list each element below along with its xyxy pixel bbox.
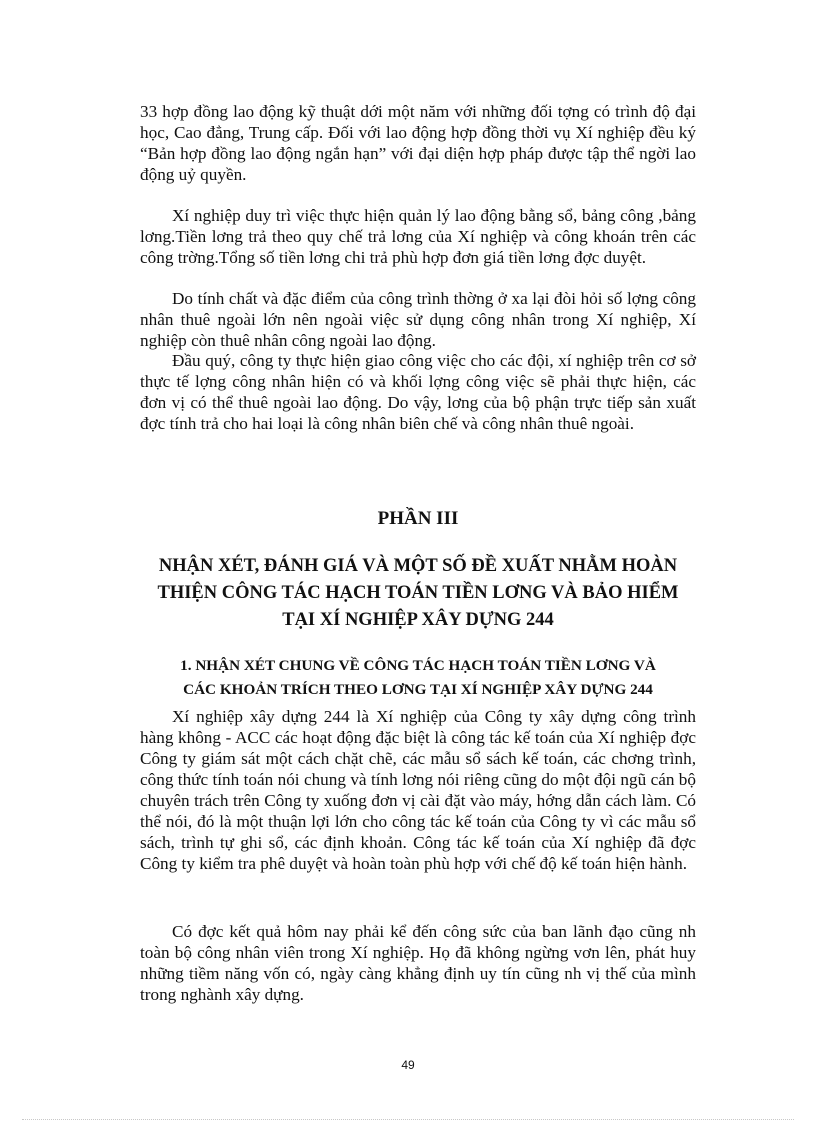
footer-divider xyxy=(22,1119,794,1120)
page-number: 49 xyxy=(401,1058,415,1072)
section-heading-line-2: THIỆN CÔNG TÁC HẠCH TOÁN TIỀN LƠNG VÀ BẢO HIỂM xyxy=(157,583,679,603)
subsection-heading-line-2: CÁC KHOẢN TRÍCH THEO LƠNG TẠI XÍ NGHIỆP XÂY DỰNG 244 xyxy=(183,681,653,698)
paragraph-5: Xí nghiệp xây dựng 244 là Xí nghiệp của Công ty xây dựng công trình hàng không - ACC các hoạt động đặc biệt là công tác kế toán của Xí nghiệp đợc Công ty giám sát một cách chặt chẽ, các mẫu sổ sách kế toán, các chơng trình, công thức tính toán nói chung và tính lơng nói riêng cũng do một đội ngũ cán bộ chuyên trách trên Công ty xuống đơn vị cài đặt vào máy, hớng dẫn cách làm. Có thể nói, đó là một thuận lợi lớn cho công tác kế toán của Công ty vì các mẫu sổ sách, trình tự ghi sổ, các định khoản. Công tác kế toán của Xí nghiệp đã đợc Công ty kiểm tra phê duyệt và hoàn toàn phù hợp với chế độ kế toán hiện hành. xyxy=(140,707,696,873)
section-heading-line-1: NHẬN XÉT, ĐÁNH GIÁ VÀ MỘT SỐ ĐỀ XUẤT NHẰM HOÀN xyxy=(158,556,678,576)
paragraph-6: Có đợc kết quả hôm nay phải kể đến công sức của ban lãnh đạo cũng nh toàn bộ công nhân viên trong Xí nghiệp. Họ đã không ngừng vơn lên, phát huy những tiềm năng vốn có, ngày càng khẳng định uy tín cũng nh vị thế của mình trong nghành xây dựng. xyxy=(140,922,696,1004)
section-heading xyxy=(140,553,696,634)
section-heading-line-3: TẠI XÍ NGHIỆP XÂY DỰNG 244 xyxy=(282,610,554,630)
subsection-heading xyxy=(140,654,696,702)
paragraph-3: Do tính chất và đặc điểm của công trình thờng ở xa lại đòi hỏi số lợng công nhân thuê ngoài lớn nên ngoài việc sử dụng công nhân trong Xí nghiệp, Xí nghiệp còn thuê nhân công ngoài lao động. xyxy=(140,289,696,350)
paragraph-4: Đầu quý, công ty thực hiện giao công việc cho các đội, xí nghiệp trên cơ sở thực tế lợng công nhân hiện có và khối lợng công việc sẽ phải thực hiện, các đơn vị có thể thuê ngoài lao động. Do vậy, lơng của bộ phận trực tiếp sản xuất đợc tính trả cho hai loại là công nhân biên chế và công nhân thuê ngoài. xyxy=(140,351,696,433)
paragraph-2: Xí nghiệp duy trì việc thực hiện quản lý lao động bằng sổ, bảng công ,bảng lơng.Tiền lơng trả theo quy chế trả lơng của Xí nghiệp và công khoán trên các công trờng.Tổng số tiền lơng chi trả phù hợp đơn giá tiền lơng đợc duyệt. xyxy=(140,206,696,267)
paragraph-1: 33 hợp đồng lao động kỹ thuật dới một năm với những đối tợng có trình độ đại học, Cao đẳng, Trung cấp. Đối với lao động hợp đồng thời vụ Xí nghiệp đều ký “Bản hợp đồng lao động ngắn hạn” với đại diện hợp pháp được tập thể ngời lao động uỷ quyền. xyxy=(140,102,696,184)
subsection-heading-line-1: 1. NHẬN XÉT CHUNG VỀ CÔNG TÁC HẠCH TOÁN TIỀN LƠNG VÀ xyxy=(180,657,656,674)
part-title: PHẦN III xyxy=(377,508,459,529)
